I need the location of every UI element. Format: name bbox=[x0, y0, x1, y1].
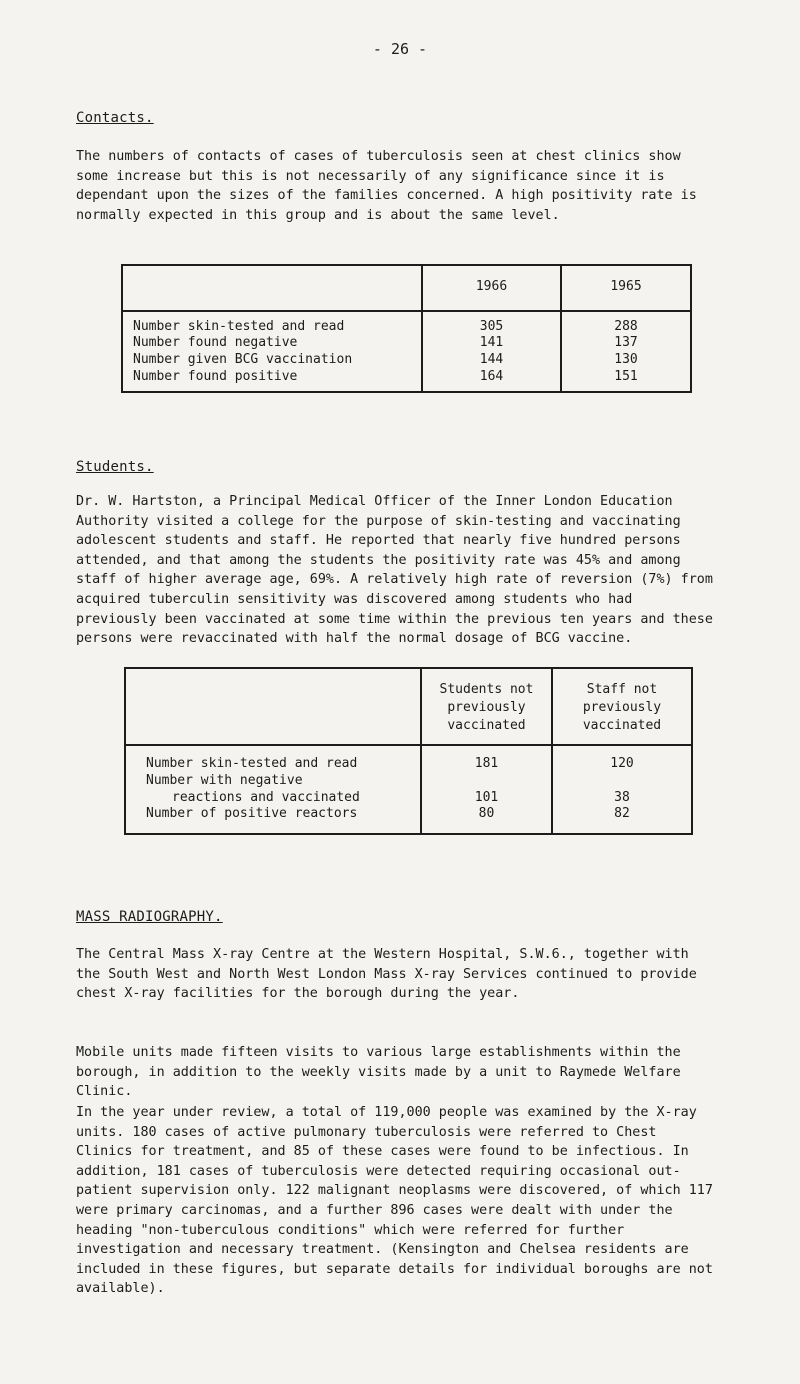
table-row-label: Number given BCG vaccination bbox=[133, 352, 353, 367]
students-col-header: Staff not previously vaccinated bbox=[582, 682, 662, 733]
table-cell: 82 bbox=[614, 806, 630, 821]
table-row-label: reactions and vaccinated bbox=[172, 790, 360, 805]
table-cell: 164 bbox=[479, 369, 504, 384]
table-cell: 181 bbox=[474, 756, 499, 771]
mass-radiography-paragraph: Mobile units made fifteen visits to various large establishments within the borough, in addition to the weekly visits made by a unit to Raymede Welfare Clinic. bbox=[76, 1045, 681, 1100]
table-cell: 151 bbox=[614, 369, 638, 384]
table-row-label: Number found positive bbox=[133, 369, 298, 384]
contacts-heading: Contacts. bbox=[76, 110, 154, 126]
contacts-paragraph: The numbers of contacts of cases of tuberculosis seen at chest clinics show some increase but this is not necessarily of any significance since it is dependant upon the sizes of the families concerned. A high positivity rate is normally expected in this group and is about the same level. bbox=[76, 149, 697, 223]
table-row-label: Number of positive reactors bbox=[146, 806, 358, 821]
table-cell: 305 bbox=[479, 319, 504, 334]
students-table bbox=[124, 667, 693, 835]
table-cell: 137 bbox=[614, 335, 638, 350]
mass-radiography-paragraph: In the year under review, a total of 119,000 people was examined by the X-ray units. 180 cases of active pulmonary tuberculosis were referred to Chest Clinics for treatment, and 85 of these cases were found to be infectious. In addition, 181 cases of tuberculosis were detected requiring occasional out-patient supervision only. 122 malignant neoplasms were discovered, of which 117 were primary carcinomas, and a further 896 cases were dealt with under the heading "non-tuberculous conditions" which were referred for further investigation and necessary treatment. (Kensington and Chelsea residents are included in these figures, but separate details for individual boroughs are not available). bbox=[76, 1105, 713, 1297]
contacts-col-header: 1966 bbox=[475, 279, 508, 294]
table-cell: 101 bbox=[474, 790, 499, 805]
table-row-label: Number skin-tested and read bbox=[146, 756, 358, 771]
table-row-label: Number found negative bbox=[133, 335, 298, 350]
table-cell: 130 bbox=[614, 352, 638, 367]
contacts-col-header: 1965 bbox=[610, 279, 642, 294]
mass-radiography-heading: MASS RADIOGRAPHY. bbox=[76, 909, 223, 925]
contacts-table bbox=[121, 264, 692, 393]
table-row-label: Number with negative bbox=[146, 773, 303, 788]
mass-radiography-paragraph: The Central Mass X-ray Centre at the Western Hospital, S.W.6., together with the South West and North West London Mass X-ray Services continued to provide chest X-ray facilities for the borough during the year. bbox=[76, 947, 697, 1002]
table-row-label: Number skin-tested and read bbox=[133, 319, 345, 334]
table-cell: 141 bbox=[479, 335, 504, 350]
table-cell: 144 bbox=[479, 352, 504, 367]
table-cell: 38 bbox=[614, 790, 630, 805]
table-cell: 120 bbox=[610, 756, 634, 771]
students-heading: Students. bbox=[76, 459, 154, 475]
students-paragraph: Dr. W. Hartston, a Principal Medical Officer of the Inner London Education Authority visited a college for the purpose of skin-testing and vaccinating adolescent students and staff. He reported that nearly five hundred persons attended, and that among the students the positivity rate was 45% and among staff of higher average age, 69%. A relatively high rate of reversion (7%) from acquired tuberculin sensitivity was discovered among students who had previously been vaccinated at some time within the previous ten years and these persons were revaccinated with half the normal dosage of BCG vaccine. bbox=[76, 494, 713, 647]
page-number: - 26 - bbox=[372, 40, 428, 58]
table-cell: 80 bbox=[478, 806, 495, 821]
table-cell: 288 bbox=[614, 319, 638, 334]
students-col-header: Students not previously vaccinated bbox=[439, 682, 534, 733]
